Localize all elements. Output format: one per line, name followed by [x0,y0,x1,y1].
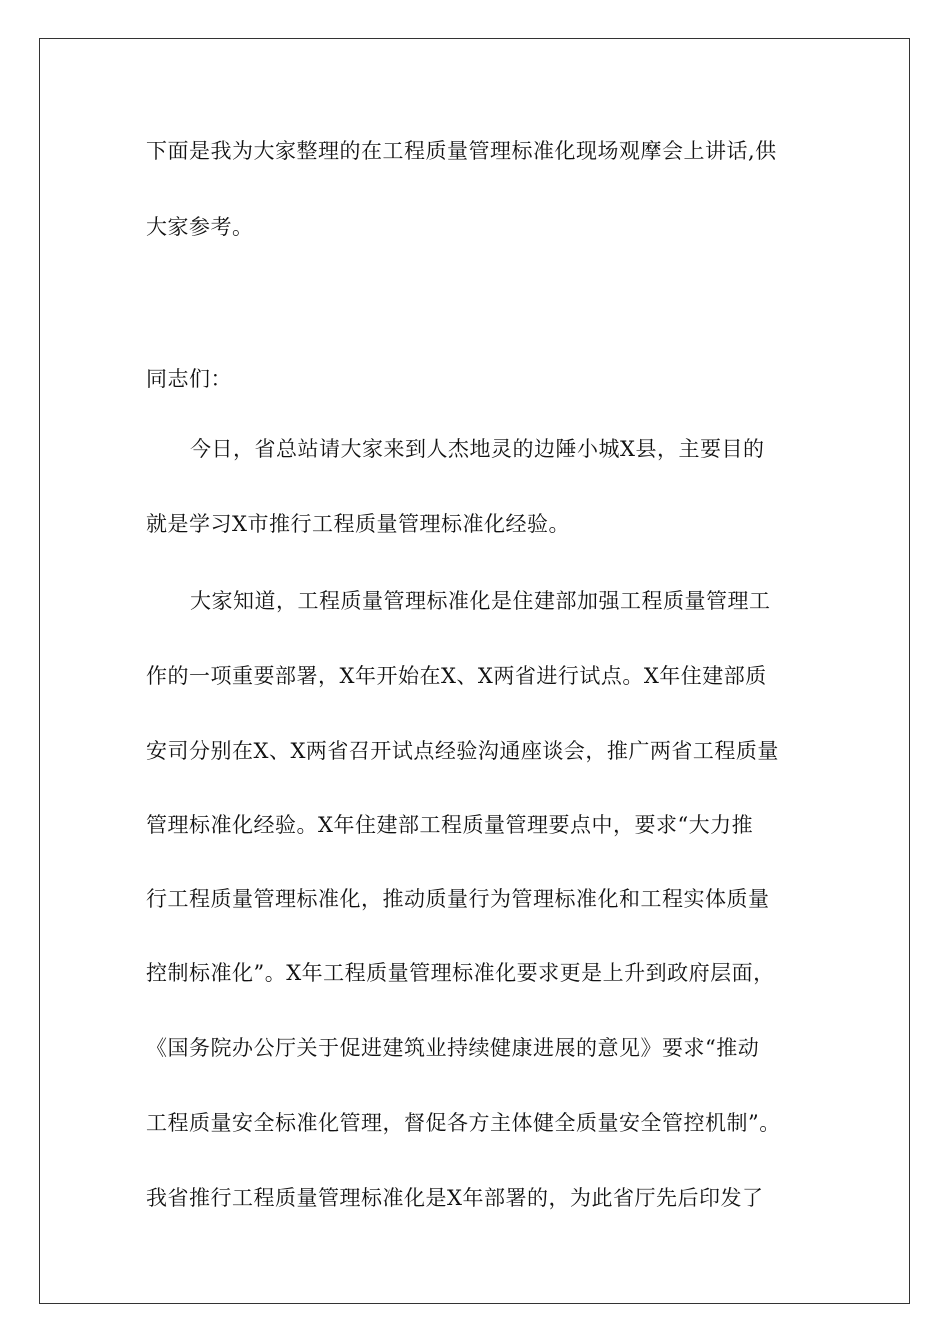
paragraph2-line-9: 我省推行工程质量管理标准化是X年部署的，为此省厅先后印发了 [146,1186,764,1210]
paragraph2-line-8: 工程质量安全标准化管理，督促各方主体健全质量安全管控机制”。 [146,1111,781,1135]
paragraph2-line-2: 作的一项重要部署，X年开始在X、X两省进行试点。X年住建部质 [146,664,767,688]
paragraph2-line-7: 《国务院办公厅关于促进建筑业持续健康进展的意见》要求“推动 [146,1036,760,1060]
intro-line-1: 下面是我为大家整理的在工程质量管理标准化现场观摩会上讲话,供 [146,139,777,163]
paragraph1-line-2: 就是学习X市推行工程质量管理标准化经验。 [146,512,570,536]
paragraph2-line-1: 大家知道，工程质量管理标准化是住建部加强工程质量管理工 [190,589,771,613]
paragraph2-line-6: 控制标准化”。X年工程质量管理标准化要求更是上升到政府层面， [146,961,775,985]
paragraph2-line-4: 管理标准化经验。X年住建部工程质量管理要点中，要求“大力推 [146,813,754,837]
paragraph2-line-3: 安司分别在X、X两省召开试点经验沟通座谈会，推广两省工程质量 [146,739,779,763]
salutation: 同志们： [146,367,232,391]
intro-line-2: 大家参考。 [146,215,254,239]
paragraph1-line-1: 今日，省总站请大家来到人杰地灵的边陲小城X县，主要目的 [190,437,765,461]
paragraph2-line-5: 行工程质量管理标准化，推动质量行为管理标准化和工程实体质量 [146,887,770,911]
